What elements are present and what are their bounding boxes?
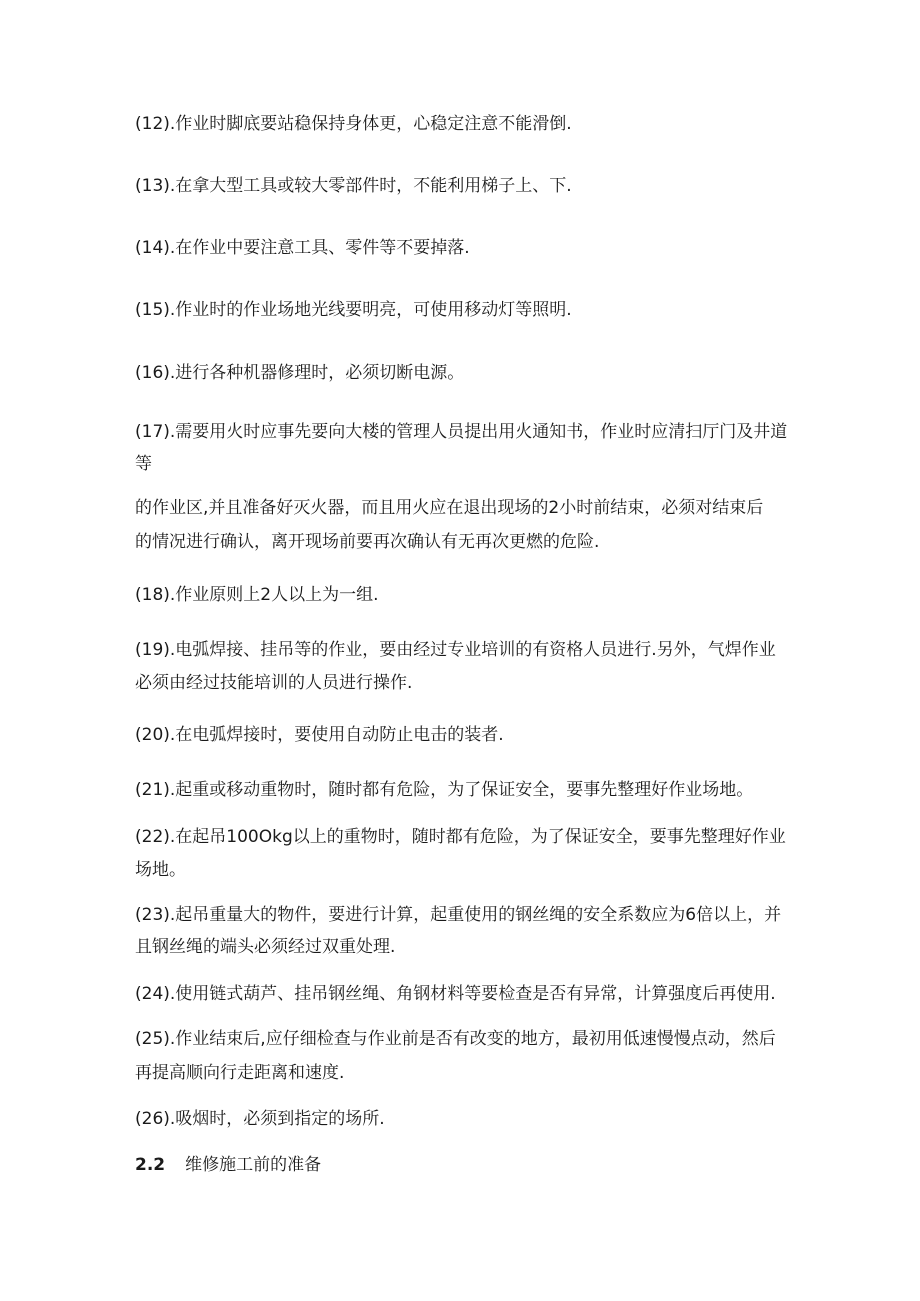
list-item-15: (15).作业时的作业场地光线要明亮，可使用移动灯等照明. bbox=[135, 300, 572, 320]
paragraph-line-2: 的情况进行确认，离开现场前要再次确认有无再次更燃的危险. bbox=[135, 532, 600, 552]
list-item-25-line-1: (25).作业结束后,应仔细检查与作业前是否有改变的地方，最初用低速慢慢点动，然后 bbox=[135, 1029, 776, 1049]
list-item-20: (20).在电弧焊接时，要使用自动防止电击的装者. bbox=[135, 725, 504, 745]
list-item-14: (14).在作业中要注意工具、零件等不要掉落. bbox=[135, 238, 470, 258]
list-item-12: (12).作业时脚底要站稳保持身体更，心稳定注意不能滑倒. bbox=[135, 114, 572, 134]
section-number: 2.2 bbox=[135, 1155, 166, 1175]
list-item-17-line-2: 等 bbox=[135, 454, 152, 474]
list-item-17-line-1: (17).需要用火时应事先要向大楼的管理人员提出用火通知书，作业时应清扫厅门及井道 bbox=[135, 422, 788, 442]
list-item-25-line-2: 再提高顺向行走距离和速度. bbox=[135, 1063, 345, 1083]
paragraph-line-1: 的作业区,并且准备好灭火器，而且用火应在退出现场的2小时前结束，必须对结束后 bbox=[135, 498, 764, 518]
section-title: 维修施工前的准备 bbox=[185, 1155, 322, 1175]
list-item-18: (18).作业原则上2人以上为一组. bbox=[135, 585, 379, 605]
list-item-16: (16).进行各种机器修理时，必须切断电源。 bbox=[135, 363, 465, 383]
list-item-22-line-2: 场地。 bbox=[135, 860, 186, 880]
list-item-21: (21).起重或移动重物时，随时都有危险，为了保证安全，要事先整理好作业场地。 bbox=[135, 780, 754, 800]
list-item-23-line-2: 且钢丝绳的端头必须经过双重处理. bbox=[135, 937, 396, 957]
list-item-22-line-1: (22).在起吊100Okg以上的重物时，随时都有危险，为了保证安全，要事先整理好作业 bbox=[135, 827, 786, 847]
list-item-26: (26).吸烟时，必须到指定的场所. bbox=[135, 1109, 385, 1129]
section-heading bbox=[135, 1153, 321, 1177]
list-item-19-line-1: (19).电弧焊接、挂吊等的作业，要由经过专业培训的有资格人员进行.另外，气焊作业 bbox=[135, 640, 776, 660]
list-item-23-line-1: (23).起吊重量大的物件，要进行计算，起重使用的钢丝绳的安全系数应为6倍以上，并 bbox=[135, 905, 782, 925]
list-item-19-line-2: 必须由经过技能培训的人员进行操作. bbox=[135, 673, 413, 693]
list-item-24: (24).使用链式葫芦、挂吊钢丝绳、角钢材料等要检查是否有异常，计算强度后再使用. bbox=[135, 984, 776, 1004]
list-item-13: (13).在拿大型工具或较大零部件时，不能利用梯子上、下. bbox=[135, 176, 572, 196]
